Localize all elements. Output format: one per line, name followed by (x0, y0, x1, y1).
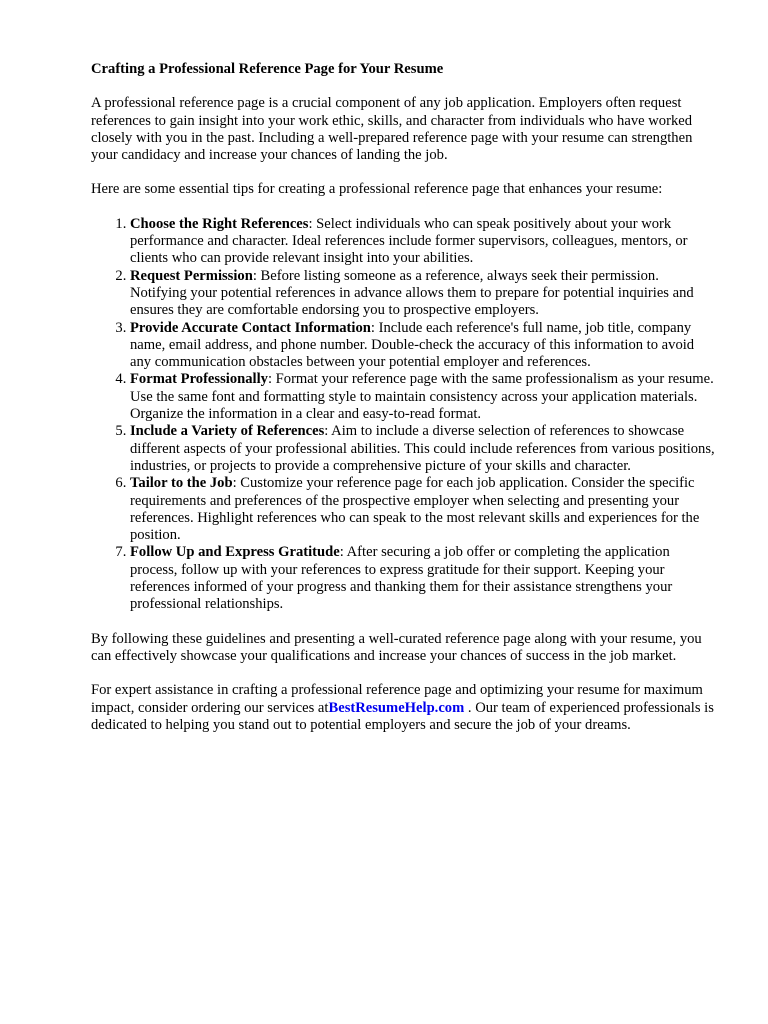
tip-text: : Customize your reference page for each job application. Consider the specific requirements and preferences of the prospective employer when selecting and presenting your references. Highlight references who can speak to the most relevant skills and experiences for the position. (130, 475, 700, 544)
tip-item-tailor-to-job (130, 475, 716, 544)
best-resume-help-link[interactable]: BestResumeHelp.com (328, 699, 465, 716)
tip-item-format-professionally (130, 371, 716, 423)
tip-term: Tailor to the Job (130, 475, 233, 492)
tip-item-request-permission (130, 268, 716, 320)
tip-text: : Aim to include a diverse selection of references to showcase different aspects of your professional abilities. This could include references from various positions, industries, or projects to provide a comprehensive picture of your skills and character. (130, 423, 715, 474)
tip-term: Follow Up and Express Gratitude (130, 544, 340, 561)
tip-text: : After securing a job offer or completing the application process, follow up with your references to express gratitude for their support. Keeping your references informed of your progress and thanking them for their assistance strengthens your professional relationships. (130, 544, 673, 613)
intro-paragraph: A professional reference page is a crucial component of any job application. Employers often request references to gain insight into your work ethic, skills, and character from individuals who have worked closely with you in the past. Including a well-prepared reference page with your resume can strengthen your candidacy and increase your chances of landing the job. (91, 95, 693, 164)
tip-item-variety-of-references (130, 423, 716, 475)
tip-item-contact-information (130, 320, 716, 372)
tips-list (91, 216, 716, 614)
document-title: Crafting a Professional Reference Page for Your Resume (91, 61, 444, 77)
cta-paragraph (91, 682, 716, 734)
tip-text: : Include each reference's full name, job title, company name, email address, and phone number. Double-check the accuracy of this information to avoid any communication obstacles between your potential employer and references. (130, 319, 695, 371)
cta-text-before: For expert assistance in crafting a professional reference page and optimizing your resume for maximum impact, consider ordering our services at (91, 682, 703, 716)
tip-item-follow-up (130, 544, 716, 613)
tip-term: Include a Variety of References (130, 423, 325, 440)
tip-term: Provide Accurate Contact Information (130, 319, 371, 336)
tip-text: : Select individuals who can speak positively about your work performance and character. Ideal references include former supervisors, colleagues, mentors, or clients who can provide relevant insight into your abilities. (130, 215, 688, 267)
tip-term: Choose the Right References (130, 215, 309, 232)
tip-item-choose-references (130, 216, 716, 268)
tip-term: Format Professionally (130, 371, 268, 388)
tips-intro-paragraph: Here are some essential tips for creating a professional reference page that enhances your resume: (91, 181, 663, 198)
conclusion-paragraph: By following these guidelines and presenting a well-curated reference page along with your resume, you can effectively showcase your qualifications and increase your chances of success in the job market. (91, 630, 702, 664)
tip-text: : Format your reference page with the same professionalism as your resume. Use the same font and formatting style to maintain consistency across your application materials. Organize the information in a clear and easy-to-read format. (130, 371, 714, 423)
cta-text-after: . Our team of experienced professionals is dedicated to helping you stand out to potential employers and secure the job of your dreams. (91, 699, 714, 733)
tip-text: : Before listing someone as a reference, always seek their permission. Notifying your potential references in advance allows them to prepare for potential inquiries and ensures they are comfortable endorsing you to prospective employers. (130, 267, 694, 319)
tip-term: Request Permission (130, 267, 253, 284)
